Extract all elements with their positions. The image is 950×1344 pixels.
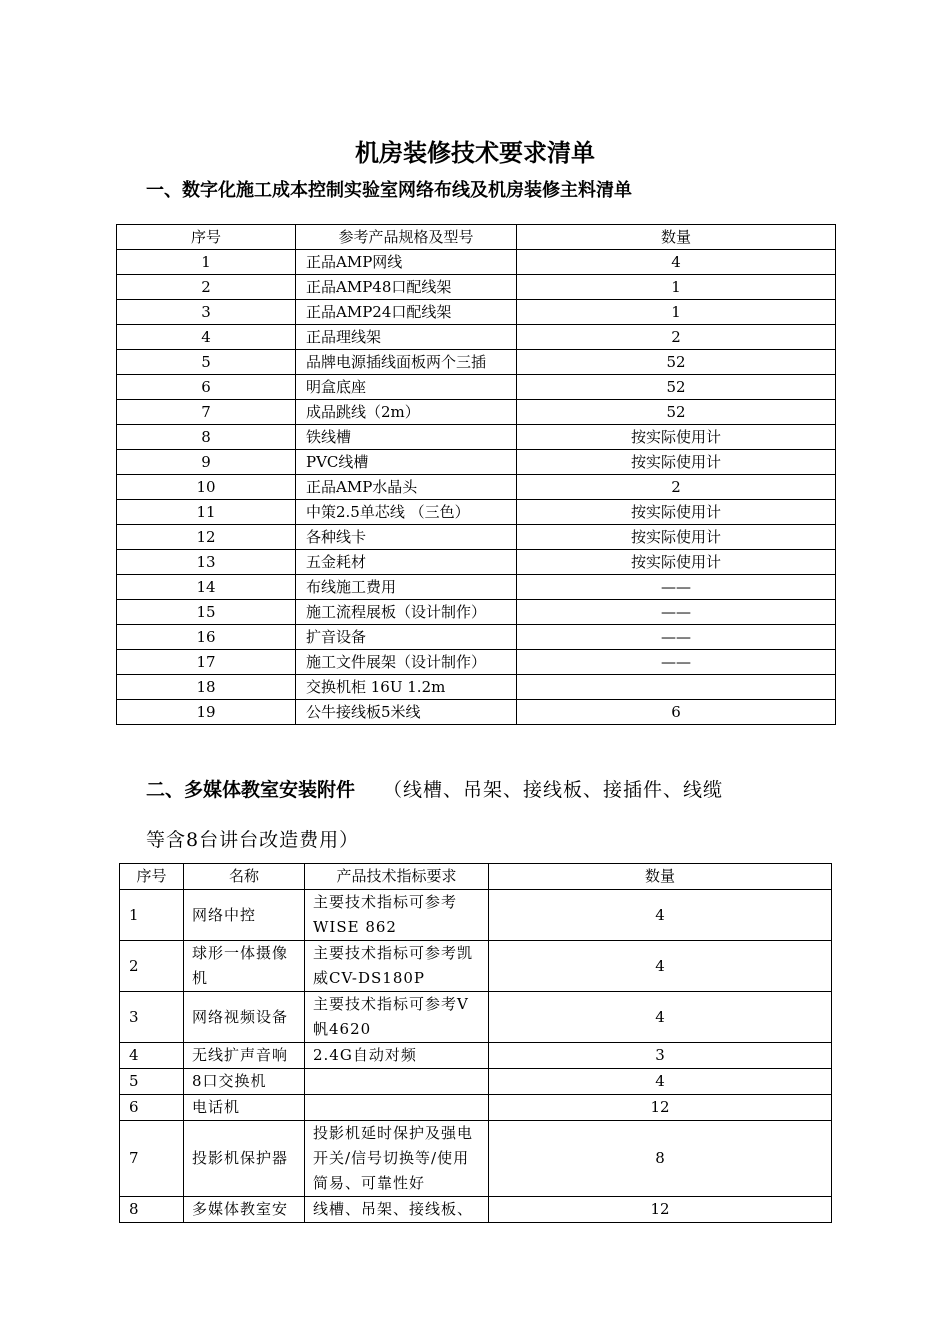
document-title: 机房装修技术要求清单 xyxy=(355,138,595,167)
quantity: 4 xyxy=(489,890,832,941)
multimedia-table xyxy=(119,863,832,1223)
quantity: 12 xyxy=(489,1095,832,1121)
table-row xyxy=(117,675,836,700)
row-number: 19 xyxy=(117,700,296,725)
quantity xyxy=(517,675,836,700)
quantity: 1 xyxy=(517,275,836,300)
product-spec: 正品AMP网线 xyxy=(296,250,517,275)
quantity: 3 xyxy=(489,1043,832,1069)
table-row xyxy=(120,1043,832,1069)
cell-line: WISE 862 xyxy=(313,918,397,936)
quantity: 4 xyxy=(489,1069,832,1095)
product-spec: 正品AMP24口配线架 xyxy=(296,300,517,325)
product-spec: 公牛接线板5米线 xyxy=(296,700,517,725)
table-row xyxy=(117,475,836,500)
cell-line: 简易、可靠性好 xyxy=(313,1174,426,1192)
cell-line: 主要技术指标可参考 xyxy=(313,893,458,911)
cell-line: 主要技术指标可参考凯 xyxy=(313,944,474,962)
table-row xyxy=(117,275,836,300)
row-number: 2 xyxy=(117,275,296,300)
product-spec: 五金耗材 xyxy=(296,550,517,575)
cell-line: 投影机延时保护及强电 xyxy=(313,1124,474,1142)
tech-spec xyxy=(305,1095,489,1121)
table-row xyxy=(117,575,836,600)
tech-spec xyxy=(305,1121,489,1197)
section2-note-line2: 等含8台讲台改造费用） xyxy=(146,829,360,851)
table-header-row xyxy=(120,864,832,890)
row-number: 3 xyxy=(117,300,296,325)
materials-table xyxy=(116,224,836,725)
product-spec: 施工流程展板（设计制作） xyxy=(296,600,517,625)
quantity: 4 xyxy=(517,250,836,275)
product-spec: 施工文件展架（设计制作） xyxy=(296,650,517,675)
row-number: 6 xyxy=(117,375,296,400)
row-number: 1 xyxy=(117,250,296,275)
cell-line: 威CV-DS180P xyxy=(313,969,426,987)
row-number: 10 xyxy=(117,475,296,500)
table-row xyxy=(120,941,832,992)
row-number: 7 xyxy=(120,1121,184,1197)
tech-spec xyxy=(305,941,489,992)
item-name: 投影机保护器 xyxy=(184,1121,305,1197)
quantity: 52 xyxy=(517,350,836,375)
section2-heading-line1 xyxy=(146,776,723,804)
row-number: 2 xyxy=(120,941,184,992)
quantity: —— xyxy=(517,625,836,650)
row-number: 16 xyxy=(117,625,296,650)
tech-spec: 线槽、吊架、接线板、 xyxy=(305,1197,489,1223)
quantity: 4 xyxy=(489,941,832,992)
table-row xyxy=(120,1069,832,1095)
product-spec: 正品AMP48口配线架 xyxy=(296,275,517,300)
table-row xyxy=(117,650,836,675)
row-number: 8 xyxy=(120,1197,184,1223)
product-spec: 明盒底座 xyxy=(296,375,517,400)
table-row xyxy=(117,500,836,525)
table-header-row xyxy=(117,225,836,250)
row-number: 11 xyxy=(117,500,296,525)
row-number: 5 xyxy=(120,1069,184,1095)
item-name: 8口交换机 xyxy=(184,1069,305,1095)
table-row xyxy=(117,425,836,450)
table-row xyxy=(117,625,836,650)
quantity: 2 xyxy=(517,325,836,350)
quantity: 4 xyxy=(489,992,832,1043)
quantity: 8 xyxy=(489,1121,832,1197)
table-row xyxy=(117,325,836,350)
table-row xyxy=(120,992,832,1043)
product-spec: 交换机柜 16U 1.2m xyxy=(296,675,517,700)
table-row xyxy=(117,400,836,425)
table-row xyxy=(117,450,836,475)
cell-line: 机 xyxy=(192,969,209,987)
header-cell: 产品技术指标要求 xyxy=(305,864,489,890)
table-row xyxy=(120,1197,832,1223)
quantity: 1 xyxy=(517,300,836,325)
section1-heading: 一、数字化施工成本控制实验室网络布线及机房装修主料清单 xyxy=(146,180,632,201)
quantity: 按实际使用计 xyxy=(517,450,836,475)
row-number: 5 xyxy=(117,350,296,375)
cell-line: 球形一体摄像 xyxy=(192,944,289,962)
quantity: —— xyxy=(517,650,836,675)
header-cell: 名称 xyxy=(184,864,305,890)
row-number: 15 xyxy=(117,600,296,625)
item-name: 网络中控 xyxy=(184,890,305,941)
item-name: 网络视频设备 xyxy=(184,992,305,1043)
row-number: 1 xyxy=(120,890,184,941)
product-spec: 正品AMP水晶头 xyxy=(296,475,517,500)
table-row xyxy=(117,350,836,375)
item-name xyxy=(184,941,305,992)
quantity: —— xyxy=(517,600,836,625)
header-cell: 序号 xyxy=(120,864,184,890)
quantity: 12 xyxy=(489,1197,832,1223)
row-number: 8 xyxy=(117,425,296,450)
table-row xyxy=(117,375,836,400)
row-number: 14 xyxy=(117,575,296,600)
product-spec: 中策2.5单芯线 （三色） xyxy=(296,500,517,525)
row-number: 7 xyxy=(117,400,296,425)
header-cell: 数量 xyxy=(517,225,836,250)
product-spec: PVC线槽 xyxy=(296,450,517,475)
table-row xyxy=(117,700,836,725)
quantity: —— xyxy=(517,575,836,600)
quantity: 2 xyxy=(517,475,836,500)
section2-note-line1: （线槽、吊架、接线板、接插件、线缆 xyxy=(383,779,724,801)
header-cell: 参考产品规格及型号 xyxy=(296,225,517,250)
header-cell: 数量 xyxy=(489,864,832,890)
tech-spec xyxy=(305,1069,489,1095)
table-row xyxy=(120,1095,832,1121)
section2-heading: 二、多媒体教室安装附件 xyxy=(146,779,356,801)
row-number: 4 xyxy=(120,1043,184,1069)
row-number: 9 xyxy=(117,450,296,475)
table-row xyxy=(117,300,836,325)
product-spec: 布线施工费用 xyxy=(296,575,517,600)
tech-spec xyxy=(305,890,489,941)
row-number: 6 xyxy=(120,1095,184,1121)
tech-spec xyxy=(305,992,489,1043)
row-number: 12 xyxy=(117,525,296,550)
quantity: 52 xyxy=(517,400,836,425)
item-name: 无线扩声音响 xyxy=(184,1043,305,1069)
quantity: 6 xyxy=(517,700,836,725)
row-number: 13 xyxy=(117,550,296,575)
table-row xyxy=(120,890,832,941)
table-row xyxy=(117,600,836,625)
product-spec: 各种线卡 xyxy=(296,525,517,550)
table-row xyxy=(120,1121,832,1197)
product-spec: 正品理线架 xyxy=(296,325,517,350)
row-number: 4 xyxy=(117,325,296,350)
header-cell: 序号 xyxy=(117,225,296,250)
row-number: 18 xyxy=(117,675,296,700)
row-number: 3 xyxy=(120,992,184,1043)
product-spec: 成品跳线（2m） xyxy=(296,400,517,425)
product-spec: 扩音设备 xyxy=(296,625,517,650)
cell-line: 主要技术指标可参考V xyxy=(313,995,469,1013)
quantity: 52 xyxy=(517,375,836,400)
table-row xyxy=(117,250,836,275)
quantity: 按实际使用计 xyxy=(517,425,836,450)
quantity: 按实际使用计 xyxy=(517,500,836,525)
item-name: 电话机 xyxy=(184,1095,305,1121)
item-name: 多媒体教室安 xyxy=(184,1197,305,1223)
table-row xyxy=(117,525,836,550)
table-row xyxy=(117,550,836,575)
quantity: 按实际使用计 xyxy=(517,525,836,550)
product-spec: 铁线槽 xyxy=(296,425,517,450)
product-spec: 品牌电源插线面板两个三插 xyxy=(296,350,517,375)
cell-line: 开关/信号切换等/使用 xyxy=(313,1149,470,1167)
tech-spec: 2.4G自动对频 xyxy=(305,1043,489,1069)
quantity: 按实际使用计 xyxy=(517,550,836,575)
row-number: 17 xyxy=(117,650,296,675)
cell-line: 帆4620 xyxy=(313,1020,372,1038)
